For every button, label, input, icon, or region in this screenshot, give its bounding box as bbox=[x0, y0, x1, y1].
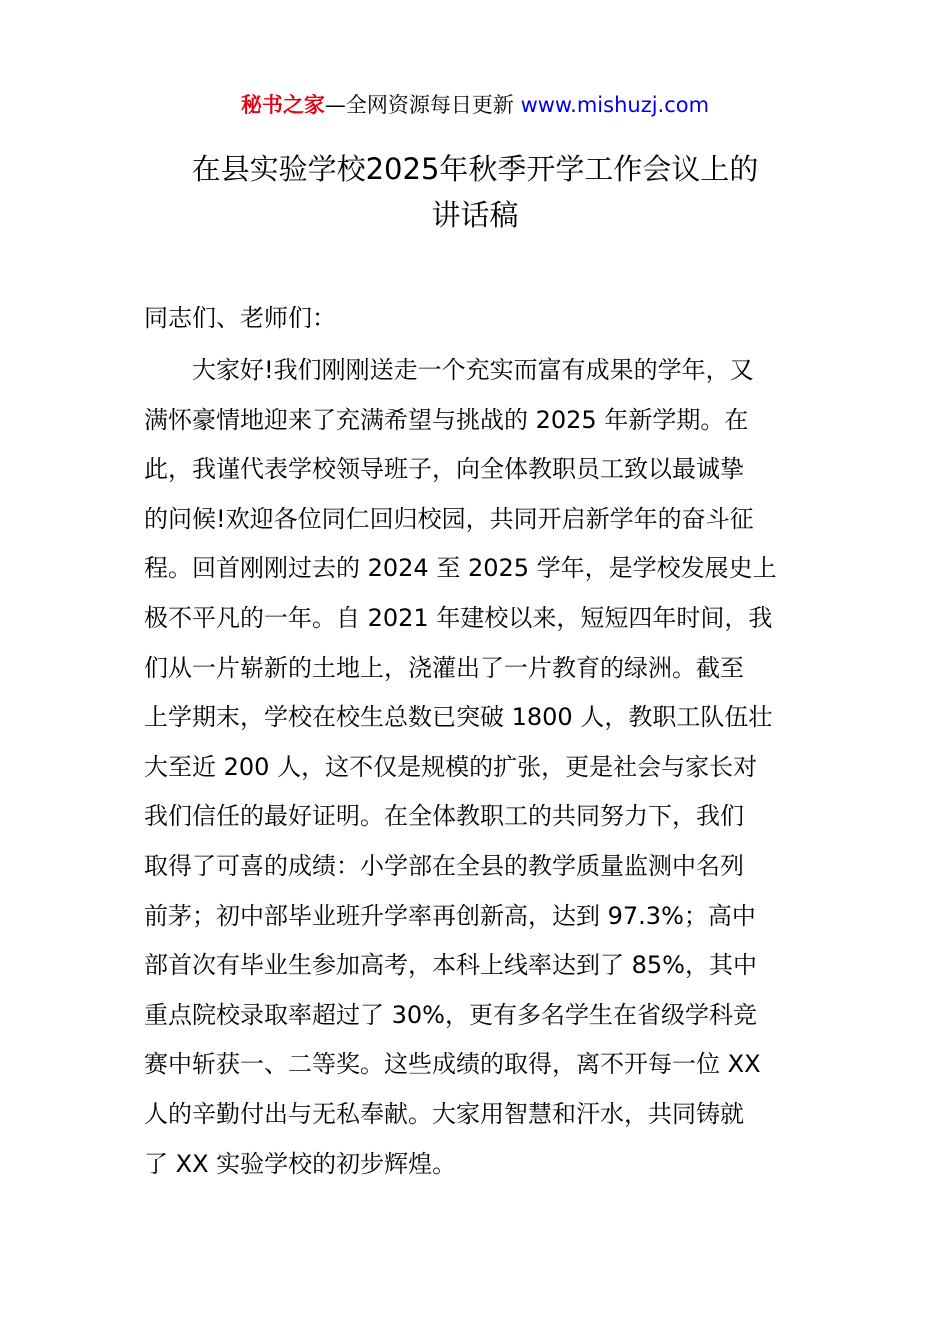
body-line: 上学期末，学校在校生总数已突破 1800 人，教职工队伍壮 bbox=[144, 703, 773, 732]
body-line: 们从一片崭新的土地上，浇灌出了一片教育的绿洲。截至 bbox=[144, 653, 744, 682]
brand-name: 秘书之家 bbox=[240, 93, 325, 117]
body-line: 程。回首刚刚过去的 2024 至 2025 学年，是学校发展史上 bbox=[144, 554, 777, 583]
body-line: 部首次有毕业生参加高考，本科上线率达到了 85%，其中 bbox=[144, 951, 757, 980]
body-line: 大至近 200 人，这不仅是规模的扩张，更是社会与家长对 bbox=[144, 752, 758, 781]
header-tagline: —全网资源每日更新 bbox=[324, 93, 514, 117]
document-title bbox=[140, 146, 810, 238]
site-url-link[interactable]: www.mishuzj.com bbox=[520, 93, 710, 117]
body-line: 此，我谨代表学校领导班子，向全体教职员工致以最诚挚 bbox=[144, 455, 744, 484]
body-line: 重点院校录取率超过了 30%，更有多名学生在省级学科竞 bbox=[144, 1000, 757, 1029]
body-line: 极不平凡的一年。自 2021 年建校以来，短短四年时间，我 bbox=[144, 603, 773, 632]
body-paragraph bbox=[144, 346, 824, 1189]
body-line: 大家好!我们刚刚送走一个充实而富有成果的学年，又 bbox=[192, 356, 754, 384]
site-header bbox=[0, 88, 950, 122]
body-line: 满怀豪情地迎来了充满希望与挑战的 2025 年新学期。在 bbox=[144, 405, 749, 434]
title-line-1: 在县实验学校2025年秋季开学工作会议上的 bbox=[191, 152, 759, 186]
body-line: 人的辛勤付出与无私奉献。大家用智慧和汗水，共同铸就 bbox=[144, 1099, 744, 1128]
body-line: 了 XX 实验学校的初步辉煌。 bbox=[144, 1149, 457, 1178]
salutation: 同志们、老师们： bbox=[144, 304, 336, 332]
title-line-2: 讲话稿 bbox=[431, 198, 519, 232]
body-line: 赛中斩获一、二等奖。这些成绩的取得，离不开每一位 XX bbox=[144, 1050, 761, 1079]
body-line: 我们信任的最好证明。在全体教职工的共同努力下，我们 bbox=[144, 802, 744, 831]
body-line: 的问候!欢迎各位同仁回归校园，共同开启新学年的奋斗征 bbox=[144, 504, 754, 533]
body-line: 取得了可喜的成绩：小学部在全县的教学质量监测中名列 bbox=[144, 851, 744, 880]
body-line: 前茅；初中部毕业班升学率再创新高，达到 97.3%；高中 bbox=[144, 901, 756, 930]
